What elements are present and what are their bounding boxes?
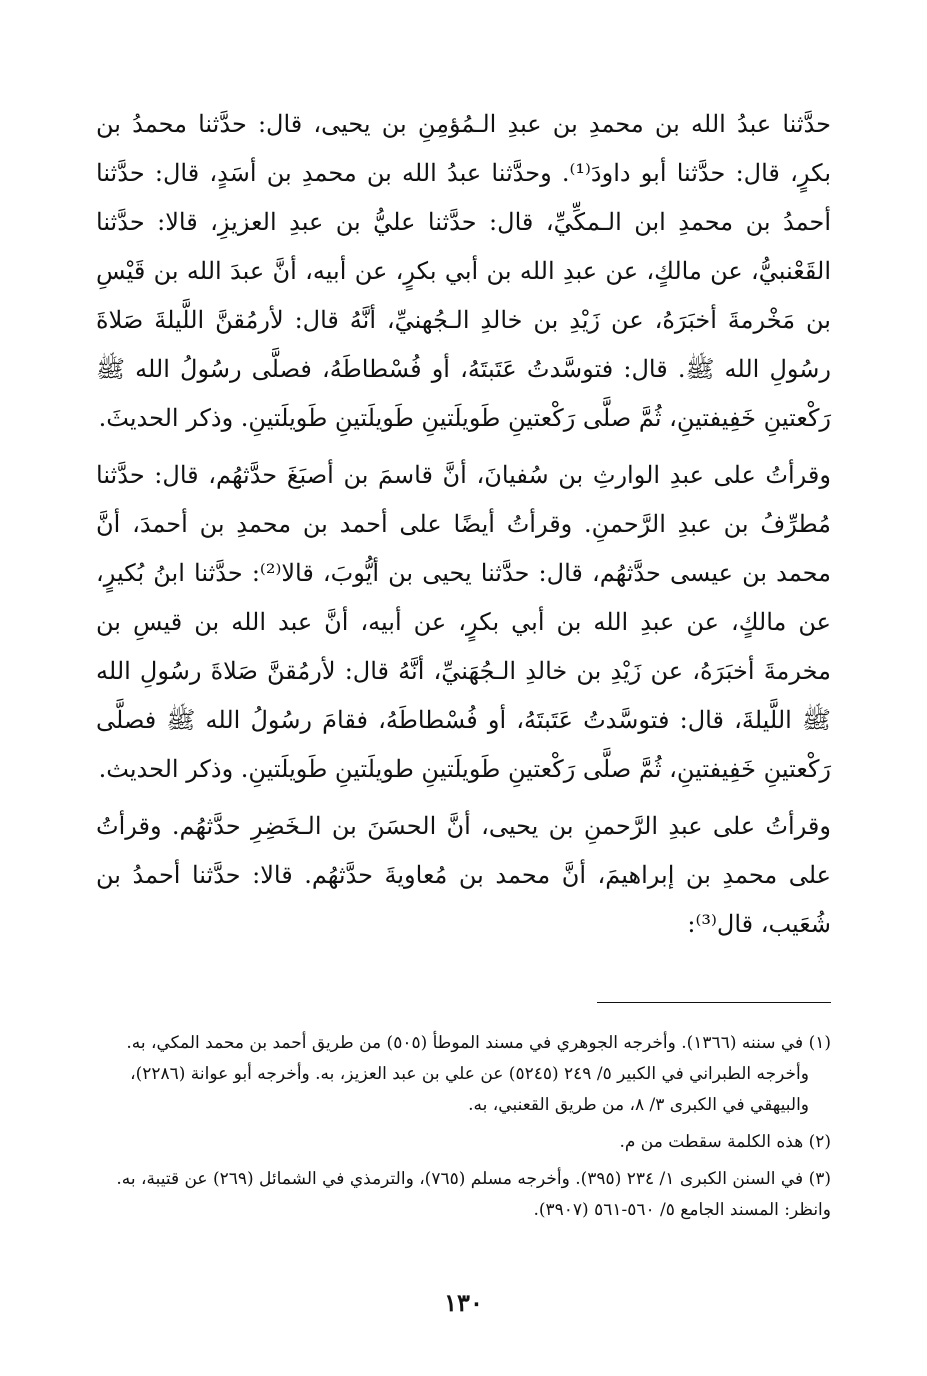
footnote-2-line-1: (٢) هذه الكلمة سقطت من م. bbox=[619, 1132, 831, 1152]
footnote-2 bbox=[96, 1127, 831, 1158]
paragraph-3: وقرأتُ على عبدِ الرَّحمنِ بن يحيى، أنَّ الحسَنَ بن الـخَضِرِ حدَّثهُم. وقرأتُ على محمدِ بن إبراهيمَ، أنَّ محمد بن مُعاويةَ حدَّثهُم. قالا: حدَّثنا أحمدُ بن شُعَيب، قال⁽³⁾: bbox=[96, 812, 831, 938]
paragraph-2: وقرأتُ على عبدِ الوارثِ بن سُفيانَ، أنَّ قاسمَ بن أصبَغَ حدَّثهُم، قال: حدَّثنا مُطرِّفُ بن عبدِ الرَّحمنِ. وقرأتُ أيضًا على أحمد بن محمدِ بن أحمدَ، أنَّ محمد بن عيسى حدَّثهُم، قال: حدَّثنا يحيى بن أيُّوبَ، قالا⁽²⁾: حدَّثنا ابنُ بُكيرٍ، عن مالكٍ، عن عبدِ الله بن أبي بكرٍ، عن أبيه، أنَّ عبد الله بن قيسِ بن مخرمةَ أخبَرَهُ، عن زَيْدِ بن خالدِ الـجُهَنيِّ، أنَّهُ قال: لأرمُقنَّ صَلاةَ رسُولِ الله ﷺ اللَّيلةَ، قال: فتوسَّدتُ عَتَبتَهُ، أو فُسْطاطَهُ، فقامَ رسُولُ الله ﷺ فصلَّى رَكْعتينِ خَفِيفتينِ، ثُمَّ صلَّى رَكْعتينِ طَويلَتينِ طويلَتينِ طَويلَتينِ. وذكر الحديث. bbox=[96, 461, 831, 783]
footnote-3 bbox=[96, 1164, 831, 1226]
paragraph-1: حدَّثنا عبدُ الله بن محمدِ بن عبدِ الـمُؤمِنِ بن يحيى، قال: حدَّثنا محمدُ بن بكرٍ، قال: حدَّثنا أبو داودَ⁽¹⁾. وحدَّثنا عبدُ الله بن محمدِ بن أسَدٍ، قال: حدَّثنا أحمدُ بن محمدِ ابن الـمكِّيِّ، قال: حدَّثنا عليُّ بن عبدِ العزيزِ، قالا: حدَّثنا القَعْنبيُّ، عن مالكٍ، عن عبدِ الله بن أبي بكرٍ، عن أبيه، أنَّ عبدَ الله بن قَيْسِ بن مَخْرمةَ أخبَرَهُ، عن زَيْدِ بن خالدِ الـجُهنيِّ، أنَّهُ قال: لأرمُقنَّ اللَّيلةَ صَلاةَ رسُولِ الله ﷺ. قال: فتوسَّدتُ عَتَبتَهُ، أو فُسْطاطَهُ، فصلَّى رسُولُ الله ﷺ رَكْعتينِ خَفِيفتينِ، ثُمَّ صلَّى رَكْعتينِ طَويلَتينِ طَويلَتينِ طَويلَتينِ. وذكر الحديثَ. bbox=[96, 110, 832, 432]
page-number: ١٣٠ bbox=[444, 1288, 483, 1317]
main-text bbox=[96, 100, 831, 949]
footnotes bbox=[96, 1028, 831, 1232]
footnote-divider bbox=[597, 1002, 831, 1003]
footnote-3-line-1: (٣) في السنن الكبرى ١/ ٢٣٤ (٣٩٥). وأخرجه مسلم (٧٦٥)، والترمذي في الشمائل (٢٦٩) عن قتيبة، به. وانظر: المسند الجامع ٥/ ٥٦٠-٥٦١ (٣٩٠٧). bbox=[116, 1169, 831, 1220]
footnote-1-line-1: (١) في سننه (١٣٦٦). وأخرجه الجوهري في مسند الموطأ (٥٠٥) من طريق أحمد بن محمد المكي، به. bbox=[126, 1033, 831, 1053]
footnote-1 bbox=[96, 1028, 831, 1121]
footnote-1-line-2: وأخرجه الطبراني في الكبير ٥/ ٢٤٩ (٥٢٤٥) عن علي بن عبد العزيز، به. وأخرجه أبو عوانة (٢٢٨٦)، والبيهقي في الكبرى ٣/ ٨، من طريق القعنبي، به. bbox=[130, 1064, 809, 1115]
